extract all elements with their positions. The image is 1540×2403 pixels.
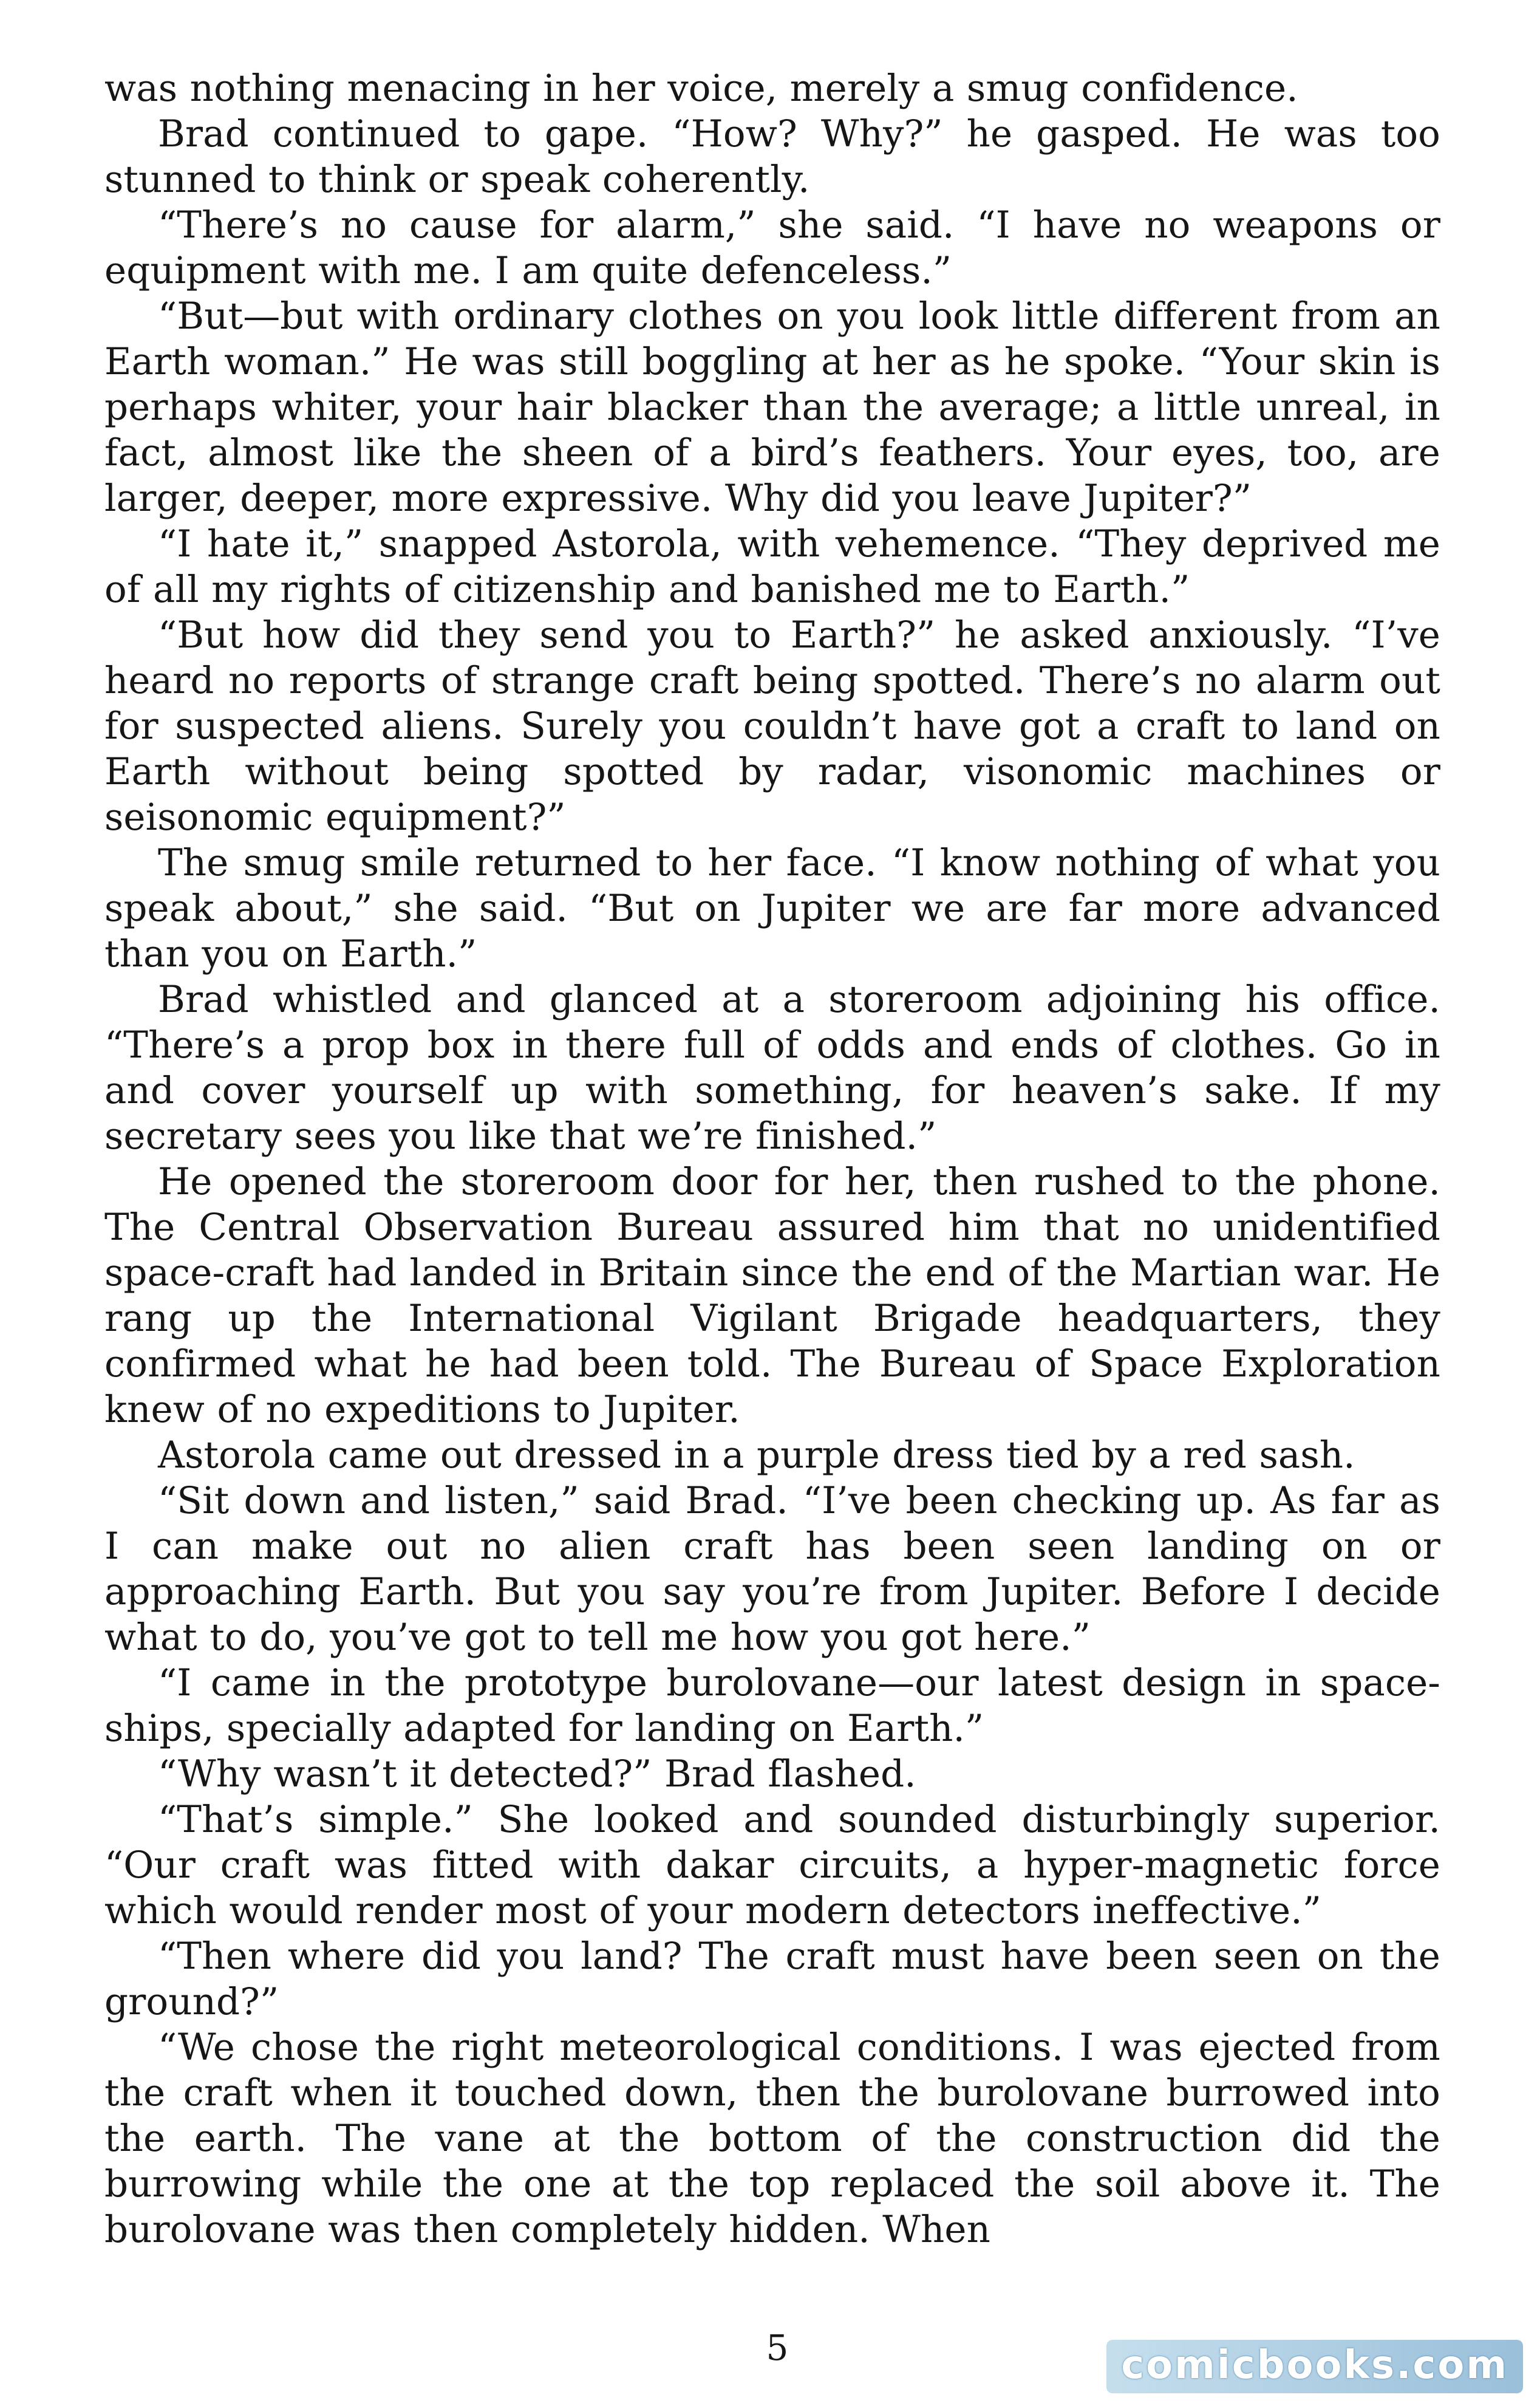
paragraph: “We chose the right meteorological conditions. I was ejected from the craft when it touched down, then the burolovane burrowed into the earth. The vane at the bottom of the construction did the burrowing while the one at the top replaced the soil above it. The burolovane was then completely hidden. When: [104, 2026, 1440, 2251]
paragraph: “Then where did you land? The craft must have been seen on the ground?”: [104, 1935, 1440, 2023]
paragraph: Brad whistled and glanced at a storeroom adjoining his office. “There’s a prop box in there full of odds and ends of clothes. Go in and cover yourself up with something, for heaven’s sake. If my secretary sees you like that we’re finished.”: [104, 978, 1440, 1158]
paragraph: Brad continued to gape. “How? Why?” he gasped. He was too stunned to think or speak coherently.: [104, 112, 1440, 201]
paragraph: “I hate it,” snapped Astorola, with vehemence. “They deprived me of all my rights of citizenship and banished me to Earth.”: [104, 522, 1440, 611]
paragraph: “But—but with ordinary clothes on you look little different from an Earth woman.” He was still boggling at her as he spoke. “Your skin is perhaps whiter, your hair blacker than the average; a little unreal, in fact, almost like the sheen of a bird’s feathers. Your eyes, too, are larger, deeper, more expressive. Why did you leave Jupiter?”: [104, 295, 1440, 520]
paragraph: “That’s simple.” She looked and sounded disturbingly superior. “Our craft was fitted with dakar circuits, a hyper-magnetic force which would render most of your modern detectors ineffective.”: [104, 1798, 1440, 1932]
story-text: [104, 66, 1440, 2313]
paragraph: He opened the storeroom door for her, then rushed to the phone. The Central Observation Bureau assured him that no unidentified space-craft had landed in Britain since the end of the Martian war. He rang up the International Vigilant Brigade headquarters, they confirmed what he had been told. The Bureau of Space Exploration knew of no expeditions to Jupiter.: [104, 1160, 1440, 1431]
paragraph: Astorola came out dressed in a purple dress tied by a red sash.: [158, 1434, 1355, 1477]
paragraph: “I came in the prototype burolovane—our latest design in space-ships, specially adapted for landing on Earth.”: [104, 1661, 1440, 1750]
paragraph: The smug smile returned to her face. “I know nothing of what you speak about,” she said. “But on Jupiter we are far more advanced than you on Earth.”: [104, 841, 1440, 976]
paragraph: was nothing menacing in her voice, merely a smug confidence.: [104, 67, 1298, 110]
page-number: 5: [766, 2327, 789, 2368]
paragraph: “But how did they send you to Earth?” he asked anxiously. “I’ve heard no reports of strange craft being spotted. There’s no alarm out for suspected aliens. Surely you couldn’t have got a craft to land on Earth without being spotted by radar, visonomic machines or seisonomic equipment?”: [104, 614, 1440, 839]
site-watermark: comicbooks.com: [1106, 2340, 1523, 2393]
paragraph: “Sit down and listen,” said Brad. “I’ve been checking up. As far as I can make out no alien craft has been seen landing on or approaching Earth. But you say you’re from Jupiter. Before I decide what to do, you’ve got to tell me how you got here.”: [104, 1479, 1440, 1659]
paragraph: “Why wasn’t it detected?” Brad flashed.: [158, 1752, 916, 1796]
paragraph: “There’s no cause for alarm,” she said. “I have no weapons or equipment with me. I am quite defenceless.”: [104, 203, 1440, 292]
